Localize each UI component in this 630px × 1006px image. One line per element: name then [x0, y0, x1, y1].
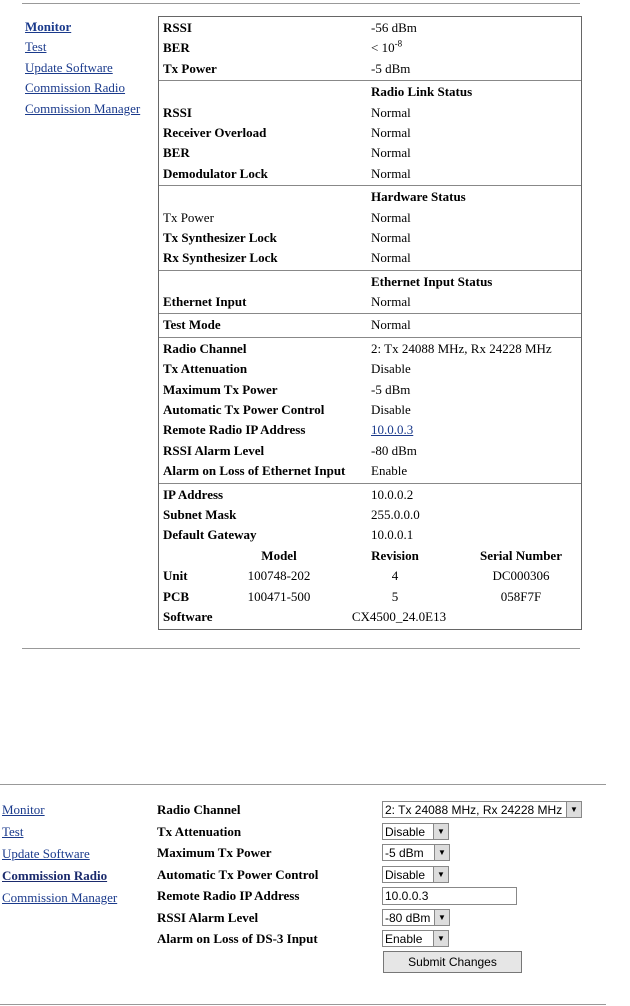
form-row: RSSI Alarm Level -80 dBm ▼ [157, 907, 597, 929]
rssi-label: RSSI [163, 20, 192, 35]
nav-monitor[interactable]: Monitor [2, 802, 45, 817]
chevron-down-icon: ▼ [433, 931, 448, 946]
radio-link-header: Radio Link Status [371, 84, 473, 100]
table-row: Tx Synthesizer Lock Normal [163, 229, 411, 245]
table-row: Default Gateway 10.0.0.1 [163, 527, 414, 543]
table-row: Tx Power Normal [163, 209, 411, 225]
form-row: Remote Radio IP Address 10.0.0.3 [157, 885, 597, 907]
nav-commission-manager[interactable]: Commission Manager [25, 100, 141, 116]
network-section [159, 483, 581, 630]
form-row: Automatic Tx Power Control Disable ▼ [157, 864, 597, 886]
form-row: Radio Channel 2: Tx 24088 MHz, Rx 24228 MHz ▼ [157, 799, 597, 821]
rssi-value: -56 dBm [371, 20, 417, 35]
table-row: Demodulator Lock Normal [163, 165, 411, 181]
table-row: RSSI Alarm Level -80 dBm [163, 442, 417, 458]
table-row: Maximum Tx Power -5 dBm [163, 381, 411, 397]
submit-changes-button[interactable]: Submit Changes [383, 951, 522, 973]
radio-channel-select[interactable]: 2: Tx 24088 MHz, Rx 24228 MHz ▼ [382, 801, 582, 818]
table-row: Rx Synthesizer Lock Normal [163, 250, 411, 266]
table-row: Software CX4500_24.0E13 [159, 607, 581, 627]
table-row [159, 59, 581, 79]
form-row: Tx Attenuation Disable ▼ [157, 821, 597, 843]
sidebar-nav [25, 17, 140, 119]
top-divider [22, 3, 580, 4]
serial-header: Serial Number [480, 547, 562, 563]
tx-attenuation-select[interactable]: Disable ▼ [382, 823, 449, 840]
table-row: RSSI Normal [163, 104, 411, 120]
bottom-divider [0, 1004, 606, 1005]
chevron-down-icon: ▼ [433, 867, 448, 882]
top-bottom-divider [22, 648, 580, 649]
table-row: PCB 100471-500 5 058F7F [163, 588, 542, 604]
nav-commission-manager[interactable]: Commission Manager [2, 890, 118, 905]
table-row: Test Mode Normal [163, 317, 411, 333]
remote-ip-input[interactable]: 10.0.0.3 [382, 887, 517, 905]
ber-label: BER [163, 40, 190, 56]
chevron-down-icon: ▼ [434, 845, 449, 860]
remote-ip-link[interactable]: 10.0.0.3 [371, 422, 414, 438]
tx-power-label: Tx Power [163, 60, 217, 76]
table-row: Automatic Tx Power Control Disable [163, 402, 411, 418]
radio-link-section [159, 80, 581, 185]
model-header: Model [261, 547, 297, 563]
table-row: Alarm on Loss of Ethernet Input Enable [163, 463, 408, 479]
nav-commission-radio[interactable]: Commission Radio [25, 80, 126, 96]
monitor-table [158, 16, 582, 630]
test-mode-section [159, 313, 581, 336]
nav-update-software[interactable]: Update Software [2, 846, 90, 861]
table-row: Receiver Overload Normal [163, 124, 411, 140]
form-row: Maximum Tx Power -5 dBm ▼ [157, 842, 597, 864]
form-row: Alarm on Loss of DS-3 Input Enable ▼ [157, 928, 597, 950]
tx-power-value: -5 dBm [371, 60, 411, 76]
nav-monitor[interactable]: Monitor [25, 19, 72, 34]
chevron-down-icon: ▼ [434, 910, 449, 925]
nav-test[interactable]: Test [2, 824, 24, 839]
table-row [159, 18, 581, 38]
table-row: Remote Radio IP Address 10.0.0.3 [159, 420, 581, 440]
chevron-down-icon: ▼ [566, 802, 581, 817]
table-row: Subnet Mask 255.0.0.0 [163, 506, 420, 522]
revision-header: Revision [371, 547, 419, 563]
bottom-top-divider [0, 784, 606, 785]
table-row: BER Normal [163, 145, 411, 161]
config-section [159, 337, 581, 483]
ethernet-header: Ethernet Input Status [371, 273, 493, 289]
ethernet-section [159, 270, 581, 314]
nav-test[interactable]: Test [25, 39, 47, 55]
ds3-alarm-select[interactable]: Enable ▼ [382, 930, 449, 947]
hardware-header: Hardware Status [371, 189, 466, 205]
table-row [159, 38, 581, 58]
summary-section [159, 17, 581, 80]
ber-value: < $10^{-8}$ [371, 39, 403, 56]
nav-commission-radio[interactable]: Commission Radio [2, 868, 108, 883]
table-row: Unit 100748-202 4 DC000306 [163, 568, 550, 584]
table-row: Tx Attenuation Disable [163, 361, 411, 377]
table-row: Radio Channel 2: Tx 24088 MHz, Rx 24228 MHz [163, 340, 552, 356]
atpc-select[interactable]: Disable ▼ [382, 866, 449, 883]
sidebar-nav-2 [2, 799, 117, 909]
software-version: CX4500_24.0E13 [351, 608, 447, 624]
max-tx-power-select[interactable]: -5 dBm ▼ [382, 844, 450, 861]
nav-update-software[interactable]: Update Software [25, 59, 113, 75]
chevron-down-icon: ▼ [433, 824, 448, 839]
table-row: IP Address 10.0.0.2 [163, 486, 414, 502]
rssi-alarm-select[interactable]: -80 dBm ▼ [382, 909, 450, 926]
hardware-section [159, 185, 581, 270]
inventory-header-row [159, 546, 581, 566]
table-row: Ethernet Input Normal [163, 294, 411, 310]
commission-form [157, 799, 597, 950]
